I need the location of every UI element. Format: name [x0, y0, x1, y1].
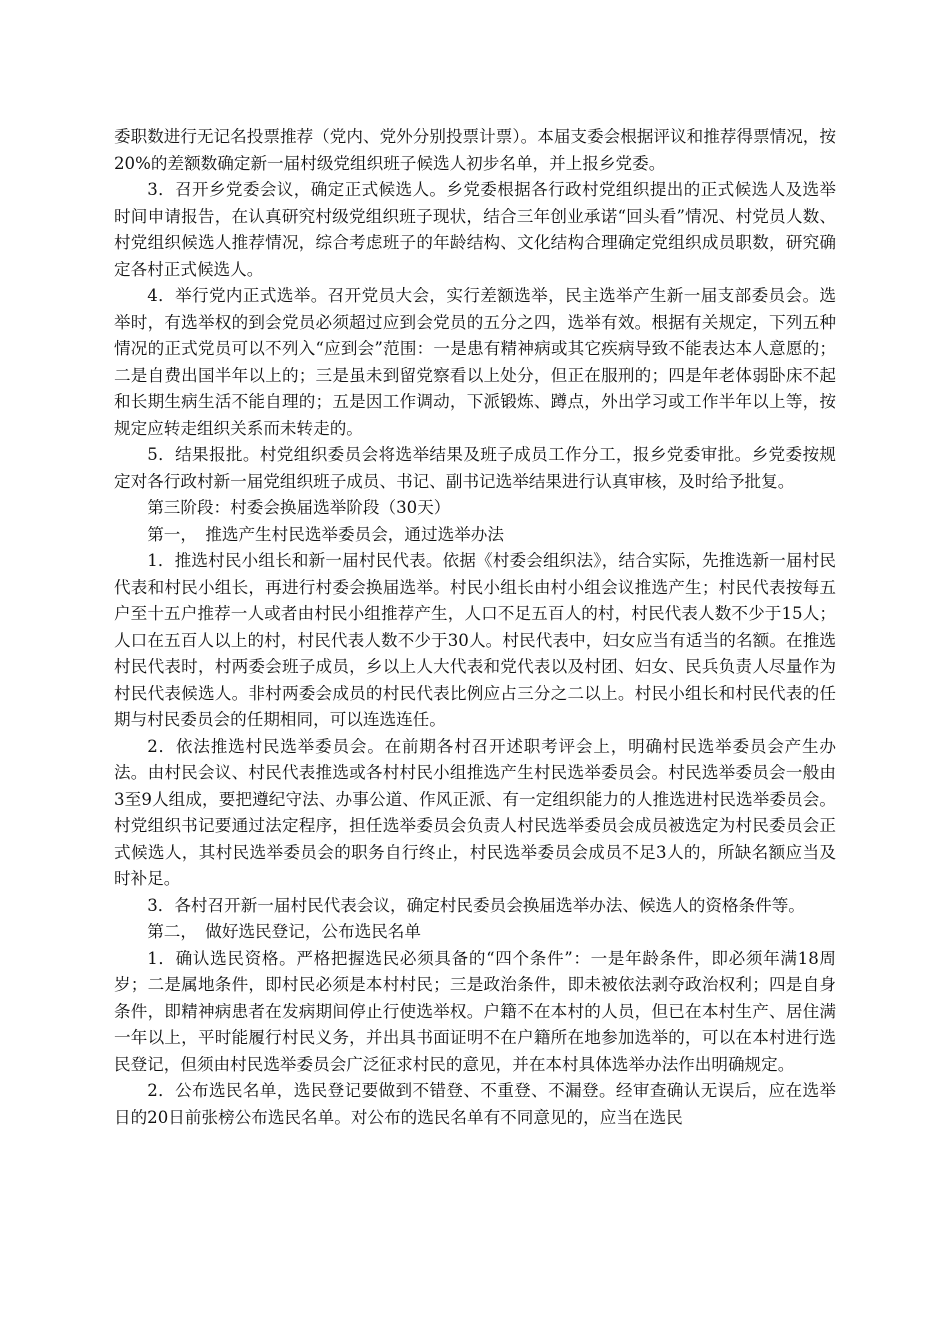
paragraph: 4．举行党内正式选举。召开党员大会，实行差额选举，民主选举产生新一届支部委员会。选举时，有选举权的到会党员必须超过应到会党员的五分之四，选举有效。根据有关规定，下列五种情况的正式党员可以不列入“应到会”范围：一是患有精神病或其它疾病导致不能表达本人意愿的；二是自费出国半年以上的；三是虽未到留党察看以上处分，但正在服刑的；四是年老体弱卧床不起和长期生病生活不能自理的；五是因工作调动，下派锻炼、蹲点，外出学习或工作半年以上等，按规定应转走组织关系而未转走的。: [114, 286, 836, 438]
section-heading: 第三阶段：村委会换届选举阶段（30天）: [147, 498, 451, 517]
paragraph: 3．各村召开新一届村民代表会议，确定村民委员会换届选举办法、候选人的资格条件等。: [147, 895, 805, 915]
document-page: [114, 124, 836, 1131]
paragraph: 1．确认选民资格。严格把握选民必须具备的“四个条件”：一是年龄条件，即必须年满18周岁；二是属地条件，即村民必须是本村村民；三是政治条件，即未被依法剥夺政治权利；四是自身条件，即精神病患者在发病期间停止行使选举权。户籍不在本村的人员，但已在本村生产、居住满一年以上，平时能履行村民义务，并出具书面证明不在户籍所在地参加选举的，可以在本村进行选民登记，但须由村民选举委员会广泛征求村民的意见，并在本村具体选举办法作出明确规定。: [114, 948, 836, 1074]
paragraph: 2．依法推选村民选举委员会。在前期各村召开述职考评会上，明确村民选举委员会产生办法。由村民会议、村民代表推选或各村村民小组推选产生村民选举委员会。村民选举委员会一般由3至9人组成，要把遵纪守法、办事公道、作风正派、有一定组织能力的人推选进村民选举委员会。村党组织书记要通过法定程序，担任选举委员会负责人村民选举委员会成员被选定为村民委员会正式候选人，其村民选举委员会的职务自行终止，村民选举委员会成员不足3人的，所缺名额应当及时补足。: [114, 736, 836, 888]
paragraph: 2．公布选民名单，选民登记要做到不错登、不重登、不漏登。经审查确认无误后，应在选举日的20日前张榜公布选民名单。对公布的选民名单有不同意见的，应当在选民: [114, 1081, 836, 1127]
paragraph: 5．结果报批。村党组织委员会将选举结果及班子成员工作分工，报乡党委审批。乡党委按规定对各行政村新一届党组织班子成员、书记、副书记选举结果进行认真审核，及时给予批复。: [114, 445, 836, 491]
subsection-heading: 第二， 做好选民登记，公布选民名单: [147, 922, 421, 941]
subsection-heading: 第一， 推选产生村民选举委员会，通过选举办法: [147, 524, 504, 544]
paragraph: 委职数进行无记名投票推荐（党内、党外分别投票计票）。本届支委会根据评议和推荐得票情况，按20%的差额数确定新一届村级党组织班子候选人初步名单，并上报乡党委。: [114, 127, 836, 173]
paragraph: 1．推选村民小组长和新一届村民代表。依据《村委会组织法》，结合实际，先推选新一届村民代表和村民小组长，再进行村委会换届选举。村民小组长由村小组会议推选产生；村民代表按每五户至十五户推荐一人或者由村民小组推荐产生，人口不足五百人的村，村民代表人数不少于15人；人口在五百人以上的村，村民代表人数不少于30人。村民代表中，妇女应当有适当的名额。在推选村民代表时，村两委会班子成员，乡以上人大代表和党代表以及村团、妇女、民兵负责人尽量作为村民代表候选人。非村两委会成员的村民代表比例应占三分之二以上。村民小组长和村民代表的任期与村民委员会的任期相同，可以连选连任。: [114, 551, 836, 729]
paragraph: 3．召开乡党委会议，确定正式候选人。乡党委根据各行政村党组织提出的正式候选人及选举时间申请报告，在认真研究村级党组织班子现状，结合三年创业承诺“回头看”情况、村党员人数、村党组织候选人推荐情况，综合考虑班子的年龄结构、文化结构合理确定党组织成员职数，研究确定各村正式候选人。: [114, 180, 836, 279]
